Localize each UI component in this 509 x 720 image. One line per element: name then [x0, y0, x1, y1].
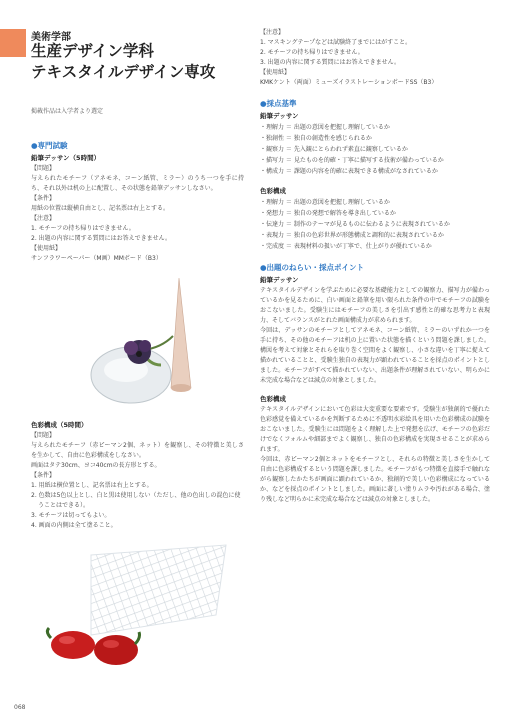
color-exam-title: 色彩構成（5時間） — [31, 421, 88, 429]
criteria-item: ・独創性 ＝ 独自の創造性を感じられるか — [260, 135, 372, 142]
criteria-item: ・発想力 ＝ 独自の発想で解答を導き出しているか — [260, 210, 396, 217]
red-pepper-motif — [47, 628, 95, 659]
aims-color-paragraph: テキスタイルデザインにおいて色彩は大変重要な要素です。受験生が独創的で優れた色彩感覚を備えているかを判断するために不透明水彩絵具を用いた色彩構成の試験をおこないました。受験生には問題をよく理解した上で発想を広げ、モチーフの色彩だけでなくフォルムや細部までよく観察し、独自の色彩構成を実現させることが求められます。 — [260, 406, 490, 453]
section-title-criteria: ●採点基準 — [260, 99, 297, 108]
criteria-drawing-title: 鉛筆デッサン — [260, 112, 299, 120]
color-materials-label: 【使用紙】 — [260, 69, 291, 76]
aims-drawing-paragraph: テキスタイルデザインを学ぶために必要な基礎能力としての観察力、描写力が備わっているかを見るために、白い画面と鉛筆を用い限られた条件の中でモチーフの試験をおこないました。受験生にはモチーフの美しさを引出す感性と的確な思考力と表現力、そしてバランスがとれた画面構成力が求められます。 — [260, 287, 490, 324]
drawing-note-item: 2. 出題の内容に関する質問にはお答えできません。 — [31, 235, 171, 242]
criteria-item: ・理解力 ＝ 出題の意図を把握し理解しているか — [260, 199, 390, 206]
drawing-conditions-text: 用紙の位置は縦横自由とし、記名票は右上とする。 — [31, 205, 170, 212]
color-note-item: 2. モチーフの持ち帰りはできません。 — [260, 49, 364, 56]
color-problem-text: 与えられたモチーフ（赤ピーマン2個、ネット）を観察し、その特徴と美しさを生かして、自由に色彩構成をしなさい。 — [31, 442, 244, 459]
criteria-item: ・完成度 ＝ 表現材料の扱いが丁寧で、仕上がりが優れているか — [260, 243, 432, 250]
drawing-motif-photo — [31, 270, 236, 410]
aims-color-paragraph: 今回は、赤ピーマン2個とネットをモチーフとし、それらの特徴と美しさを生かして自由に色彩構成するという問題を課しました。モチーフがもつ特徴を直接手で触れながら観察したかたちが画面に顕われているか、独創的で美しい色彩構成になっているか、などを採点のポイントとしました。画面に著しい塗りムラや汚れがある場合、塗り残しなど明らかに未完成な場合などは減点の対象としました。 — [260, 456, 490, 503]
drawing-exam-title: 鉛筆デッサン（5時間） — [31, 154, 101, 162]
color-note-item: 1. マスキングテープなどは試験終了までにはがすこと。 — [260, 39, 412, 46]
color-motif-photo — [31, 540, 236, 680]
color-condition-item: 1. 用紙は横位置とし、記名票は右上とする。 — [31, 482, 153, 489]
color-materials-text: KMKケント（両面）ミューズイラストレーションボードSS（B3） — [260, 79, 438, 86]
color-problem-label: 【問題】 — [31, 432, 56, 439]
exam-section — [31, 140, 244, 264]
drawing-notes-label: 【注意】 — [31, 215, 56, 222]
selection-note: 掲載作品は入学者より選定 — [31, 108, 104, 115]
drawing-conditions-label: 【条件】 — [31, 195, 56, 202]
drawing-materials-label: 【使用紙】 — [31, 245, 62, 252]
criteria-color-title: 色彩構成 — [260, 187, 286, 195]
section-title-exam: ●専門試験 — [31, 141, 68, 150]
criteria-item: ・観察力 ＝ 先入観にとらわれず素直に観察しているか — [260, 146, 408, 153]
color-note-item: 3. 出題の内容に関する質問にはお答えできません。 — [260, 59, 400, 66]
color-size-text: 画面はタテ30cm、ヨコ40cmの長方形とする。 — [31, 462, 161, 469]
criteria-item: ・伝達力 ＝ 制作のテーマが見るものに伝わるように表現されているか — [260, 221, 450, 228]
color-notes-label: 【注意】 — [260, 29, 285, 36]
net-motif — [91, 545, 226, 635]
criteria-item: ・理解力 ＝ 出題の意図を把握し理解しているか — [260, 124, 390, 131]
right-column — [260, 28, 490, 505]
color-exam-section — [31, 420, 244, 531]
accent-block — [0, 29, 26, 57]
criteria-drawing-list — [260, 122, 490, 177]
department-label: 美術学部 — [31, 32, 71, 43]
color-condition-item: 2. 色数は5色以上とし、白と黒は使用しない（ただし、他の色出しの混色に使うことはできる）。 — [31, 492, 241, 509]
criteria-item: ・構成力 ＝ 課題の内容を的確に表現できる構成がなされているか — [260, 168, 438, 175]
aims-drawing-paragraph: 今回は、デッサンのモチーフとしてアネモネ、コーン紙管、ミラーのいずれか一つを手に持ち、その他のモチーフは机の上に置いた状態を描くという問題を課しました。構図を考えて対象とそれらを取り巻く空間をよく観察し、小さな違いを丁寧に捉えて描かれていることと、受験生独自の表現力が顕われていることを採点のポイントとしました。モチーフがすべて描かれていない、出題条件が理解されていない、明らかに未完成な場合などは減点の対象としました。 — [260, 327, 490, 384]
title-line-1: 生産デザイン学科 — [31, 42, 154, 60]
title-line-2: テキスタイルデザイン専攻 — [31, 63, 216, 81]
criteria-item: ・描写力 ＝ 見たものを的確・丁寧に描写する技術が備わっているか — [260, 157, 444, 164]
red-pepper-motif — [94, 632, 140, 665]
drawing-note-item: 1. モチーフの持ち帰りはできません。 — [31, 225, 135, 232]
criteria-color-list — [260, 197, 490, 252]
page-number: 068 — [14, 704, 26, 711]
drawing-problem-label: 【問題】 — [31, 165, 56, 172]
paper-cone-motif — [171, 278, 191, 391]
drawing-materials-text: サンフラワーペーパー（M画）MMボード（B3） — [31, 255, 162, 262]
color-condition-item: 4. 画面の内側は全て塗ること。 — [31, 522, 117, 529]
criteria-item: ・表現力 ＝ 独自の色彩世界が形態構成と調和的に表現されているか — [260, 232, 444, 239]
section-title-aims: ●出題のねらい・採点ポイント — [260, 263, 365, 272]
aims-drawing-title: 鉛筆デッサン — [260, 276, 299, 284]
aims-color-title: 色彩構成 — [260, 395, 286, 403]
color-conditions-label: 【条件】 — [31, 472, 56, 479]
color-condition-item: 3. モチーフは切ってもよい。 — [31, 512, 111, 519]
page-title — [31, 41, 215, 83]
drawing-problem-text: 与えられたモチーフ（アネモネ、コーン紙管、ミラー）のうち一つを手に持ち、それ以外は机の上に配置し、その状態を鉛筆デッサンしなさい。 — [31, 175, 244, 192]
